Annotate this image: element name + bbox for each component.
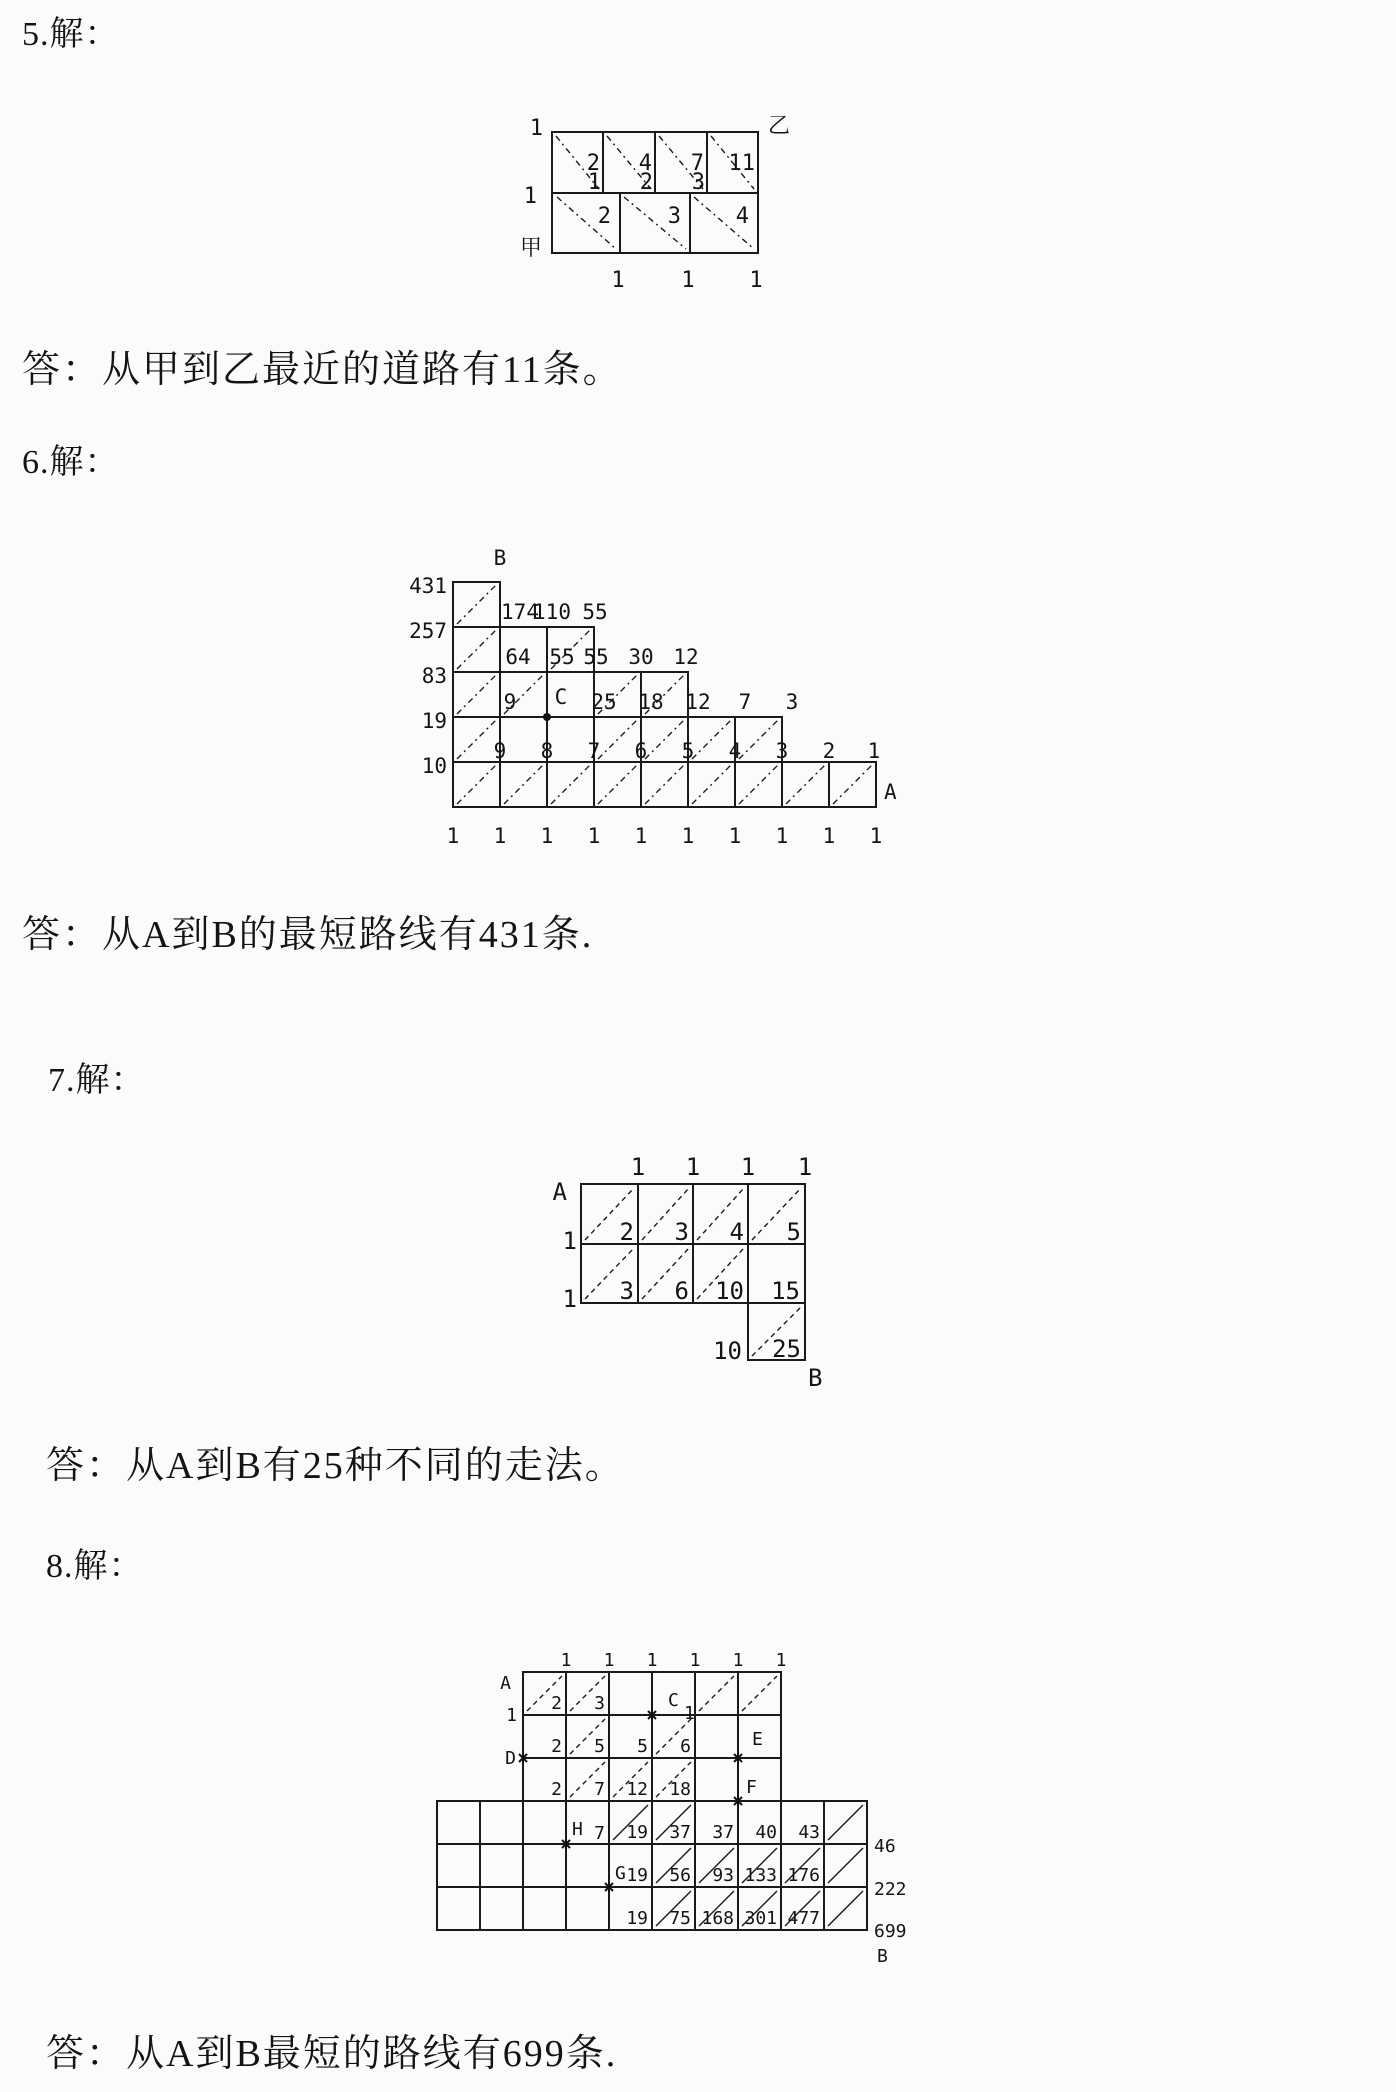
fig7-row1-value: 3 <box>674 1218 689 1246</box>
fig8-top-one: 1 <box>603 1650 615 1671</box>
fig6-l3-value: 55 <box>583 645 609 669</box>
fig8-label-a: A <box>500 1673 511 1694</box>
problem-8-heading: 8.解： <box>46 1548 144 1585</box>
fig6-bottom-one: 1 <box>775 824 789 848</box>
fig5-bottom-value: 2 <box>597 204 611 229</box>
fig7-row1-value: 5 <box>786 1218 801 1246</box>
fig6-l5-value: 3 <box>775 739 789 763</box>
fig7-top-one: 1 <box>740 1153 756 1181</box>
fig5-bottom-one: 1 <box>611 268 625 293</box>
fig5-left-mid-one: 1 <box>523 184 537 209</box>
problem-6-answer: 答：从A到B的最短路线有431条. <box>22 914 594 956</box>
fig6-left-label: 10 <box>421 754 447 778</box>
figure-6-diagram <box>290 540 910 870</box>
problem-5-heading: 5.解： <box>22 16 120 53</box>
figure-8-diagram <box>390 1628 970 2028</box>
fig7-corner-value: 10 <box>713 1337 742 1365</box>
fig7-left-one: 1 <box>562 1285 577 1313</box>
fig6-left-label: 431 <box>409 574 447 598</box>
fig5-left-top-one: 1 <box>529 116 543 141</box>
fig8-l5-value: 19 <box>626 1865 648 1886</box>
fig5-top-value: 4 <box>638 151 652 176</box>
fig6-left-label: 83 <box>421 664 447 688</box>
fig8-c-value: 1 <box>684 1703 695 1724</box>
fig8-l5-value: 176 <box>787 1865 820 1886</box>
fig6-l4-value: 7 <box>738 690 752 714</box>
fig6-l5-value: 6 <box>634 739 648 763</box>
fig6-l4-value: 18 <box>638 690 664 714</box>
fig6-l4-value: 25 <box>591 690 617 714</box>
fig6-l5-value: 4 <box>728 739 742 763</box>
fig7-label-b: B <box>808 1364 823 1392</box>
figure-7-diagram <box>420 1150 860 1400</box>
fig8-l6-value: 301 <box>744 1908 777 1929</box>
fig5-mid-value: 3 <box>691 170 705 195</box>
fig6-l3-value: 55 <box>549 645 575 669</box>
fig5-bottom-value: 3 <box>667 204 681 229</box>
fig8-top-one: 1 <box>732 1650 744 1671</box>
fig8-l4-value: 7 <box>594 1823 605 1844</box>
fig5-top-value: 11 <box>728 151 755 176</box>
fig8-l5-value: 93 <box>712 1865 734 1886</box>
fig8-l6-value: 477 <box>787 1908 820 1929</box>
fig6-l5-value: 7 <box>587 739 601 763</box>
fig6-l5-value: 8 <box>540 739 554 763</box>
fig7-left-one: 1 <box>562 1227 577 1255</box>
fig5-bottom-one: 1 <box>681 268 695 293</box>
fig6-bottom-one: 1 <box>493 824 507 848</box>
fig8-r2-value: 5 <box>594 1736 605 1757</box>
fig6-l4-value: 9 <box>503 690 517 714</box>
fig8-r3-value: 7 <box>594 1779 605 1800</box>
fig8-left-one: 1 <box>506 1705 517 1726</box>
fig5-top-value: 7 <box>690 151 704 176</box>
fig7-top-one: 1 <box>797 1153 813 1181</box>
fig6-bottom-one: 1 <box>869 824 883 848</box>
fig8-r2-value: 5 <box>637 1736 648 1757</box>
fig5-bottom-value: 4 <box>735 204 749 229</box>
fig8-l4-value: 37 <box>669 1822 691 1843</box>
fig8-top-one: 1 <box>560 1650 572 1671</box>
fig6-l2-value: 55 <box>582 600 608 624</box>
fig8-top-one: 1 <box>689 1650 701 1671</box>
fig6-point-c-dot <box>543 713 551 721</box>
fig6-bottom-one: 1 <box>446 824 460 848</box>
fig6-l3-value: 12 <box>673 645 699 669</box>
fig8-label-h: H <box>572 1819 583 1840</box>
fig6-bottom-one: 1 <box>681 824 695 848</box>
fig5-start-label: 甲 <box>519 235 542 260</box>
fig5-grid-lines <box>552 132 758 253</box>
figure-5-diagram <box>460 95 820 305</box>
fig8-r3-value: 12 <box>626 1779 648 1800</box>
fig8-l4-value: 43 <box>798 1822 820 1843</box>
fig8-label-b: B <box>877 1946 888 1967</box>
fig6-l5-value: 1 <box>867 739 881 763</box>
fig8-label-e: E <box>752 1729 763 1750</box>
fig5-top-value: 2 <box>586 151 600 176</box>
fig7-grid-lines <box>581 1184 805 1360</box>
fig8-label-f: F <box>746 1777 757 1798</box>
fig6-bottom-one: 1 <box>634 824 648 848</box>
fig8-r3-value: 18 <box>669 1779 691 1800</box>
fig6-l5-value: 2 <box>822 739 836 763</box>
fig6-bottom-one: 1 <box>822 824 836 848</box>
fig7-row2-value: 15 <box>771 1277 800 1305</box>
fig6-l5-value: 5 <box>681 739 695 763</box>
fig8-l6-end-value: 699 <box>874 1921 907 1942</box>
fig5-mid-value: 2 <box>639 170 653 195</box>
fig8-l5-value: 56 <box>669 1865 691 1886</box>
fig8-top-one: 1 <box>775 1650 787 1671</box>
fig6-left-label: 19 <box>421 709 447 733</box>
fig6-left-label: 257 <box>409 619 447 643</box>
fig6-bottom-one: 1 <box>587 824 601 848</box>
fig8-l4-end-value: 46 <box>874 1836 896 1857</box>
fig6-label-b: B <box>493 546 507 570</box>
fig5-mid-value: 1 <box>587 170 601 195</box>
fig6-l3-value: 30 <box>628 645 654 669</box>
fig8-l5-value: 133 <box>744 1865 777 1886</box>
fig8-r2-value: 2 <box>551 1736 562 1757</box>
problem-8-answer: 答：从A到B最短的路线有699条. <box>46 2033 618 2075</box>
fig8-r1-value: 2 <box>551 1693 562 1714</box>
fig5-bottom-one: 1 <box>749 268 763 293</box>
fig8-r1-value: 3 <box>594 1693 605 1714</box>
problem-6-heading: 6.解： <box>22 444 120 481</box>
fig6-bottom-one: 1 <box>728 824 742 848</box>
problem-5-answer: 答：从甲到乙最近的道路有11条。 <box>22 349 623 391</box>
fig5-end-label: 乙 <box>768 113 791 138</box>
fig6-l4-value: 12 <box>685 690 711 714</box>
fig6-l4-value: 3 <box>785 690 799 714</box>
fig6-l2-value: 174 <box>501 600 539 624</box>
fig6-label-c: C <box>554 685 568 709</box>
fig8-r2-value: 6 <box>680 1736 691 1757</box>
problem-7-heading: 7.解： <box>48 1062 146 1099</box>
fig8-l4-value: 19 <box>626 1822 648 1843</box>
fig6-l3-value: 64 <box>505 645 531 669</box>
fig8-label-d: D <box>505 1748 516 1769</box>
fig8-label-c: C <box>668 1690 679 1711</box>
fig6-l2-value: 110 <box>533 600 571 624</box>
fig8-l5-end-value: 222 <box>874 1879 907 1900</box>
fig8-label-g: G <box>615 1863 626 1884</box>
fig7-top-one: 1 <box>630 1153 646 1181</box>
fig8-l4-value: 37 <box>712 1822 734 1843</box>
fig8-r3-value: 2 <box>551 1779 562 1800</box>
fig7-row1-value: 4 <box>729 1218 744 1246</box>
fig8-l4-value: 40 <box>755 1822 777 1843</box>
fig7-row2-value: 3 <box>619 1277 634 1305</box>
fig8-l6-value: 168 <box>701 1908 734 1929</box>
fig8-l6-value: 75 <box>669 1908 691 1929</box>
fig6-bottom-one: 1 <box>540 824 554 848</box>
fig7-extra-value: 25 <box>772 1335 801 1363</box>
fig7-top-one: 1 <box>685 1153 701 1181</box>
fig7-row2-value: 6 <box>674 1277 689 1305</box>
fig8-l6-value: 19 <box>626 1908 648 1929</box>
fig8-top-one: 1 <box>646 1650 658 1671</box>
problem-7-answer: 答：从A到B有25种不同的走法。 <box>46 1445 625 1487</box>
fig7-row1-value: 2 <box>619 1218 634 1246</box>
fig6-label-a: A <box>884 780 897 804</box>
fig7-row2-value: 10 <box>715 1277 744 1305</box>
fig6-l5-value: 9 <box>493 739 507 763</box>
fig7-label-a: A <box>552 1178 567 1206</box>
